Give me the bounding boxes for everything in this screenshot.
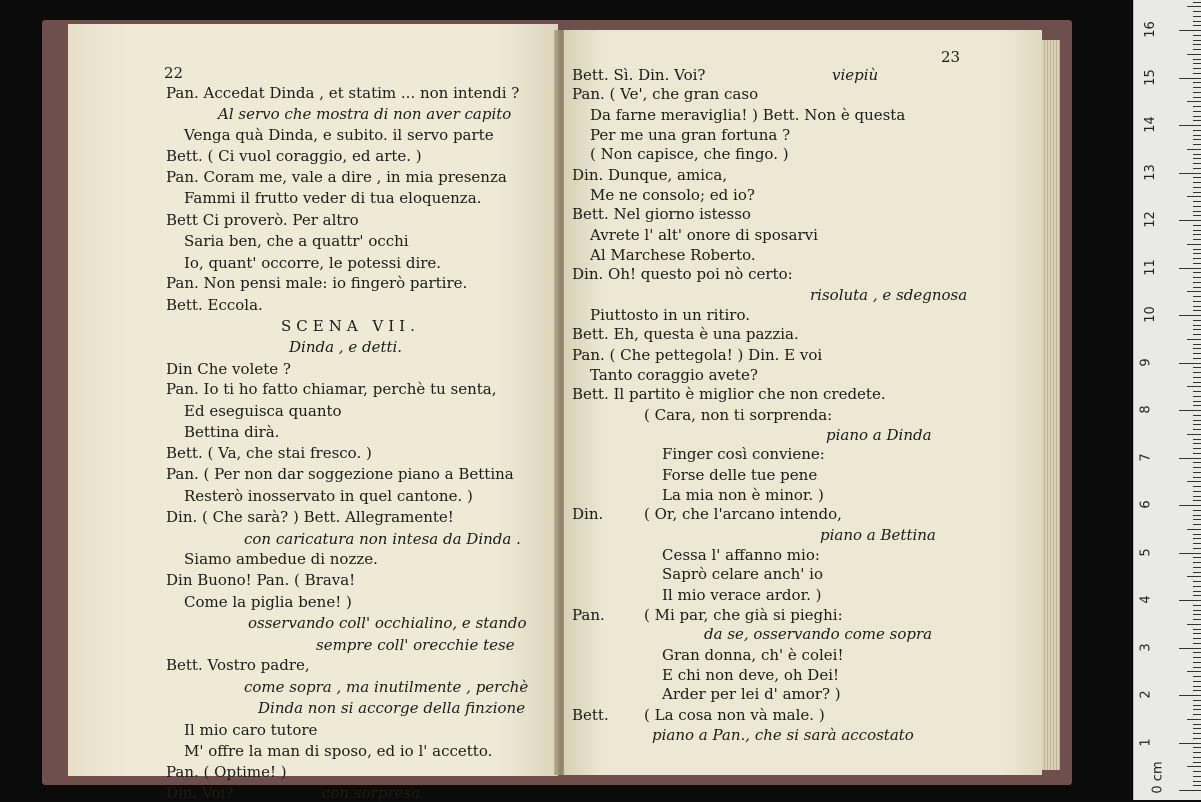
ruler-tick xyxy=(1179,363,1201,364)
ruler-tick xyxy=(1193,657,1201,658)
ruler-tick xyxy=(1193,633,1201,634)
ruler-tick xyxy=(1193,429,1201,430)
text-line: Bett. Eccola. xyxy=(166,295,263,314)
text-line: Bett. Sì. Din. Voi? xyxy=(572,66,706,84)
text-line: Siamo ambedue di nozze. xyxy=(184,550,378,569)
ruler-tick xyxy=(1193,11,1201,12)
ruler-tick xyxy=(1193,287,1201,288)
text-line: viepiù xyxy=(832,66,879,84)
ruler-tick xyxy=(1193,757,1201,758)
page-number-left: 22 xyxy=(164,64,184,82)
text-line: Il mio caro tutore xyxy=(184,720,318,739)
ruler-tick xyxy=(1193,187,1201,188)
ruler-tick xyxy=(1187,624,1201,625)
text-line: Bett Ci proverò. Per altro xyxy=(166,210,359,229)
ruler-tick xyxy=(1193,614,1201,615)
text-line: Saprò celare anch' io xyxy=(662,565,824,584)
ruler-tick xyxy=(1187,149,1201,150)
ruler-tick xyxy=(1193,272,1201,273)
text-line: piano a Dinda xyxy=(826,426,932,444)
text-line: Pan. ( Per non dar soggezione piano a Bettina xyxy=(166,465,514,484)
text-line: Tanto coraggio avete? xyxy=(590,366,758,384)
ruler-tick xyxy=(1193,781,1201,782)
ruler-tick xyxy=(1193,629,1201,630)
ruler-tick xyxy=(1193,239,1201,240)
text-line: ( Or, che l'arcano intendo, xyxy=(644,505,842,524)
ruler-tick xyxy=(1193,714,1201,715)
ruler-label: 14 xyxy=(1142,116,1158,133)
text-line: Bett. Vostro padre, xyxy=(166,656,310,675)
ruler-tick xyxy=(1193,690,1201,691)
text-line: Cessa l' affanno mio: xyxy=(662,546,820,564)
ruler-tick xyxy=(1193,377,1201,378)
ruler-tick xyxy=(1193,325,1201,326)
ruler-label: 4 xyxy=(1138,595,1154,604)
ruler-tick xyxy=(1193,462,1201,463)
text-line: Al Marchese Roberto. xyxy=(590,246,756,264)
ruler-tick xyxy=(1193,762,1201,763)
text-line: Din Buono! Pan. ( Brava! xyxy=(166,571,356,590)
text-line: Il mio verace ardor. ) xyxy=(662,585,822,604)
text-line: Din. Dunque, amica, xyxy=(572,165,728,184)
ruler-label: 5 xyxy=(1138,547,1154,557)
ruler-tick xyxy=(1193,538,1201,539)
ruler-tick xyxy=(1193,543,1201,544)
text-line: Me ne consolo; ed io? xyxy=(590,186,755,204)
text-line: Come la piglia bene! ) xyxy=(184,592,352,611)
ruler-tick xyxy=(1193,158,1201,159)
measuring-ruler xyxy=(1133,0,1201,800)
text-line: E chi non deve, oh Dei! xyxy=(662,666,840,684)
ruler-tick xyxy=(1193,733,1201,734)
ruler-tick xyxy=(1193,567,1201,568)
ruler-tick xyxy=(1193,500,1201,501)
text-line: Din. Oh! questo poi nò certo: xyxy=(572,265,793,284)
ruler-tick xyxy=(1193,234,1201,235)
ruler-tick xyxy=(1187,244,1201,245)
ruler-tick xyxy=(1193,177,1201,178)
ruler-tick xyxy=(1193,562,1201,563)
text-line: Din. xyxy=(572,505,604,524)
text-line: piano a Bettina xyxy=(820,525,936,544)
ruler-tick xyxy=(1193,595,1201,596)
text-line: Dinda , e detti. xyxy=(289,338,403,357)
text-line: La mia non è minor. ) xyxy=(662,486,824,504)
text-line: ( Mi par, che già si pieghi: xyxy=(644,606,843,624)
ruler-tick xyxy=(1193,652,1201,653)
ruler-tick xyxy=(1193,44,1201,45)
ruler-tick xyxy=(1193,130,1201,131)
ruler-tick xyxy=(1193,182,1201,183)
ruler-tick xyxy=(1187,576,1201,577)
ruler-tick xyxy=(1179,173,1201,174)
ruler-tick xyxy=(1193,424,1201,425)
ruler-tick xyxy=(1193,515,1201,516)
ruler-tick xyxy=(1179,220,1201,221)
ruler-tick xyxy=(1179,648,1201,649)
ruler-tick xyxy=(1193,40,1201,41)
ruler-label: 11 xyxy=(1142,258,1158,276)
ruler-tick xyxy=(1193,752,1201,753)
ruler-tick xyxy=(1193,686,1201,687)
ruler-tick xyxy=(1193,382,1201,383)
ruler-tick xyxy=(1179,695,1201,696)
ruler-tick xyxy=(1193,49,1201,50)
text-line: Bett. xyxy=(572,705,609,724)
ruler-tick xyxy=(1193,605,1201,606)
ruler-tick xyxy=(1193,728,1201,729)
ruler-tick xyxy=(1187,386,1201,387)
ruler-tick xyxy=(1193,477,1201,478)
text-line: ( La cosa non và male. ) xyxy=(644,705,825,724)
text-line: Din Che volete ? xyxy=(166,359,291,378)
ruler-tick xyxy=(1193,334,1201,335)
text-line: Venga quà Dinda, e subito. il servo parte xyxy=(184,125,494,144)
ruler-tick xyxy=(1193,253,1201,254)
ruler-tick xyxy=(1193,619,1201,620)
text-line: Pan. Non pensi male: io fingerò partire. xyxy=(166,274,468,293)
ruler-tick xyxy=(1179,30,1201,31)
ruler-tick xyxy=(1193,263,1201,264)
ruler-tick xyxy=(1193,776,1201,777)
ruler-tick xyxy=(1193,491,1201,492)
ruler-tick xyxy=(1193,724,1201,725)
ruler-tick xyxy=(1193,524,1201,525)
ruler-tick xyxy=(1187,196,1201,197)
ruler-tick xyxy=(1193,225,1201,226)
ruler-tick xyxy=(1193,306,1201,307)
ruler-tick xyxy=(1193,206,1201,207)
ruler-tick xyxy=(1193,168,1201,169)
ruler-tick xyxy=(1193,396,1201,397)
ruler-tick xyxy=(1193,534,1201,535)
text-line: sempre coll' orecchie tese xyxy=(316,635,515,654)
ruler-tick xyxy=(1193,519,1201,520)
text-line: Fammi il frutto veder di tua eloquenza. xyxy=(184,189,482,208)
text-line: Pan. xyxy=(572,606,605,624)
ruler-tick xyxy=(1193,638,1201,639)
ruler-tick xyxy=(1193,87,1201,88)
ruler-tick xyxy=(1187,719,1201,720)
ruler-tick xyxy=(1193,2,1201,3)
ruler-tick xyxy=(1187,101,1201,102)
ruler-tick xyxy=(1193,116,1201,117)
ruler-tick xyxy=(1179,553,1201,554)
ruler-tick xyxy=(1179,268,1201,269)
text-line: con sorpresa xyxy=(322,784,421,802)
text-line: M' offre la man di sposo, ed io l' accetto. xyxy=(184,742,493,761)
ruler-tick xyxy=(1193,282,1201,283)
text-line: Bett. ( Va, che stai fresco. ) xyxy=(166,443,372,462)
ruler-tick xyxy=(1193,486,1201,487)
ruler-tick xyxy=(1193,211,1201,212)
ruler-tick xyxy=(1193,548,1201,549)
text-line: SCENA VII. xyxy=(281,317,420,336)
ruler-tick xyxy=(1193,700,1201,701)
ruler-tick xyxy=(1187,434,1201,435)
ruler-tick xyxy=(1193,662,1201,663)
ruler-tick xyxy=(1187,339,1201,340)
text-line: osservando coll' occhialino, e stando xyxy=(248,614,527,633)
text-line: Bett. ( Ci vuol coraggio, ed arte. ) xyxy=(166,147,422,166)
text-line: Resterò inosservato in quel cantone. ) xyxy=(184,486,473,505)
ruler-tick xyxy=(1193,35,1201,36)
ruler-tick xyxy=(1193,16,1201,17)
ruler-tick xyxy=(1193,135,1201,136)
text-line: come sopra , ma inutilmente , perchè xyxy=(244,677,529,696)
ruler-tick xyxy=(1193,705,1201,706)
ruler-tick xyxy=(1179,410,1201,411)
ruler-tick xyxy=(1193,329,1201,330)
ruler-tick xyxy=(1187,54,1201,55)
text-line: Piuttosto in un ritiro. xyxy=(590,306,750,324)
ruler-tick xyxy=(1179,743,1201,744)
ruler-label: 9 xyxy=(1138,357,1154,367)
ruler-label: 2 xyxy=(1138,690,1154,699)
text-line: Forse delle tue pene xyxy=(662,465,818,484)
text-line: piano a Pan., che si sarà accostato xyxy=(652,726,914,744)
ruler-tick xyxy=(1187,481,1201,482)
ruler-tick xyxy=(1193,344,1201,345)
ruler-tick xyxy=(1193,139,1201,140)
text-line: Finger così conviene: xyxy=(662,445,825,464)
ruler-tick xyxy=(1187,766,1201,767)
ruler-tick xyxy=(1193,215,1201,216)
text-line: Avrete l' alt' onore di sposarvi xyxy=(590,225,818,244)
ruler-tick xyxy=(1193,572,1201,573)
ruler-tick xyxy=(1193,63,1201,64)
ruler-tick xyxy=(1193,643,1201,644)
ruler-tick xyxy=(1193,249,1201,250)
ruler-tick xyxy=(1193,92,1201,93)
ruler-tick xyxy=(1193,448,1201,449)
ruler-tick xyxy=(1193,73,1201,74)
ruler-tick xyxy=(1193,401,1201,402)
ruler-tick xyxy=(1187,6,1201,7)
text-line: Bett. Nel giorno istesso xyxy=(572,205,751,224)
text-line: ( Non capisce, che fingo. ) xyxy=(590,145,789,164)
ruler-tick xyxy=(1193,111,1201,112)
ruler-tick xyxy=(1193,82,1201,83)
ruler-label: 6 xyxy=(1138,500,1154,509)
ruler-tick xyxy=(1193,747,1201,748)
text-line: Io, quant' occorre, le potessi dire. xyxy=(184,253,442,272)
ruler-tick xyxy=(1193,163,1201,164)
ruler-tick xyxy=(1193,59,1201,60)
ruler-tick xyxy=(1193,709,1201,710)
text-line: Bett. Il partito è miglior che non credete. xyxy=(572,385,886,404)
ruler-tick xyxy=(1193,591,1201,592)
text-line: ( Cara, non ti sorprenda: xyxy=(644,405,833,424)
ruler-tick xyxy=(1193,320,1201,321)
ruler-tick xyxy=(1193,68,1201,69)
ruler-tick xyxy=(1193,420,1201,421)
ruler-tick xyxy=(1193,510,1201,511)
ruler-tick xyxy=(1179,505,1201,506)
ruler-tick xyxy=(1179,315,1201,316)
text-line: Saria ben, che a quattr' occhi xyxy=(184,232,409,251)
ruler-tick xyxy=(1193,144,1201,145)
ruler-label: 10 xyxy=(1142,306,1158,323)
ruler-tick xyxy=(1193,154,1201,155)
ruler-tick xyxy=(1193,277,1201,278)
ruler-tick xyxy=(1193,581,1201,582)
ruler-tick xyxy=(1193,676,1201,677)
ruler-tick xyxy=(1193,25,1201,26)
page-edges xyxy=(1042,40,1060,770)
ruler-label: 16 xyxy=(1142,21,1158,38)
ruler-tick xyxy=(1193,586,1201,587)
ruler-tick xyxy=(1193,301,1201,302)
ruler-label: 12 xyxy=(1142,211,1158,228)
text-line: Bett. Eh, questa è una pazzia. xyxy=(572,325,799,344)
ruler-tick xyxy=(1179,600,1201,601)
ruler-tick xyxy=(1187,529,1201,530)
text-line: Din. Voi? xyxy=(166,784,234,802)
ruler-tick xyxy=(1193,681,1201,682)
text-line: Arder per lei d' amor? ) xyxy=(662,685,841,704)
ruler-tick xyxy=(1193,610,1201,611)
text-line: risoluta , e sdegnosa xyxy=(810,285,968,304)
text-line: Pan. ( Ve', che gran caso xyxy=(572,85,759,104)
ruler-tick xyxy=(1193,310,1201,311)
ruler-label: 7 xyxy=(1138,452,1154,462)
ruler-tick xyxy=(1193,496,1201,497)
ruler-label: 1 xyxy=(1138,737,1154,747)
text-line: Pan. ( Optime! ) xyxy=(166,762,287,781)
text-line: Pan. Accedat Dinda , et statim ... non intendi ? xyxy=(166,84,520,102)
ruler-tick xyxy=(1193,771,1201,772)
ruler-tick xyxy=(1193,472,1201,473)
ruler-tick xyxy=(1193,21,1201,22)
ruler-tick xyxy=(1193,97,1201,98)
ruler-tick xyxy=(1193,372,1201,373)
ruler-tick xyxy=(1193,785,1201,786)
text-line: Ed eseguisca quanto xyxy=(184,401,342,420)
text-line: con caricatura non intesa da Dinda . xyxy=(244,529,521,548)
text-line: Per me una gran fortuna ? xyxy=(590,126,791,144)
ruler-tick xyxy=(1193,443,1201,444)
text-line: Dinda non si accorge della finzione xyxy=(258,699,526,718)
ruler-tick xyxy=(1193,348,1201,349)
ruler-label: 13 xyxy=(1142,163,1158,181)
ruler-tick xyxy=(1193,296,1201,297)
text-line: Da farne meraviglia! ) Bett. Non è questa xyxy=(590,105,906,124)
ruler-tick xyxy=(1187,671,1201,672)
text-line: Gran donna, ch' è colei! xyxy=(662,645,844,664)
text-line: Pan. Coram me, vale a dire , in mia presenza xyxy=(166,167,507,186)
ruler-tick xyxy=(1193,453,1201,454)
ruler-tick xyxy=(1193,391,1201,392)
ruler-tick xyxy=(1179,78,1201,79)
ruler-tick xyxy=(1187,291,1201,292)
ruler-tick xyxy=(1179,458,1201,459)
ruler-tick xyxy=(1193,439,1201,440)
ruler-tick xyxy=(1193,557,1201,558)
ruler-tick xyxy=(1193,667,1201,668)
ruler-label: 8 xyxy=(1138,405,1154,414)
ruler-label: 3 xyxy=(1138,642,1154,652)
ruler-tick xyxy=(1193,353,1201,354)
ruler-tick xyxy=(1193,415,1201,416)
text-line: Bettina dirà. xyxy=(184,423,280,442)
ruler-tick xyxy=(1193,367,1201,368)
text-line: Din. ( Che sarà? ) Bett. Allegramente! xyxy=(166,508,454,527)
text-line: Pan. Io ti ho fatto chiamar, perchè tu senta, xyxy=(166,380,497,399)
ruler-tick xyxy=(1193,230,1201,231)
ruler-tick xyxy=(1193,106,1201,107)
ruler-tick xyxy=(1193,467,1201,468)
ruler-tick xyxy=(1193,405,1201,406)
ruler-tick xyxy=(1193,358,1201,359)
text-line: da se, osservando come sopra xyxy=(704,625,933,644)
ruler-tick xyxy=(1193,738,1201,739)
ruler-label: 0 cm xyxy=(1150,761,1166,794)
left-page xyxy=(68,24,558,802)
ruler-tick xyxy=(1193,258,1201,259)
ruler-label: 15 xyxy=(1142,68,1158,86)
ruler-tick xyxy=(1193,120,1201,121)
text-line: Pan. ( Che pettegola! ) Din. E voi xyxy=(572,345,823,364)
ruler-tick xyxy=(1193,192,1201,193)
ruler-tick xyxy=(1193,201,1201,202)
text-line: Al servo che mostra di non aver capito xyxy=(218,104,512,123)
page-number-right: 23 xyxy=(941,48,961,66)
ruler-tick xyxy=(1179,125,1201,126)
right-page xyxy=(564,30,1042,775)
ruler-tick xyxy=(1179,790,1201,791)
